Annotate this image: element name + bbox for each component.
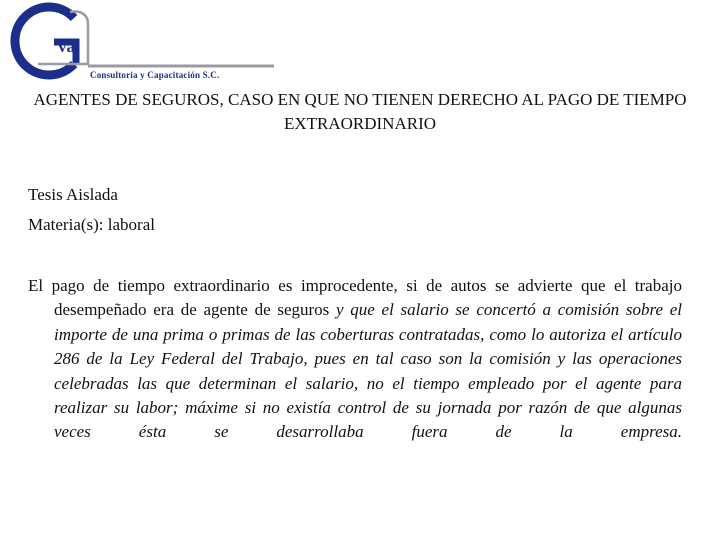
body-text-italic: y que el salario se concertó a comisión sobre el importe de una prima o primas de las coberturas contratadas, como lo autoriza el artículo 286 de la Ley Federal del Trabajo, pues en tal caso son la comisión y las operaciones celebradas las que determinan el salario, no el tiempo empleado por el agente para realizar su labor; máxime si no existía control de su jornada por razón de que algunas veces ésta se desarrollaba fuera de la empresa. bbox=[54, 300, 682, 442]
document-title: AGENTES DE SEGUROS, CASO EN QUE NO TIENEN DERECHO AL PAGO DE TIEMPO EXTRAORDINARIO bbox=[33, 90, 687, 133]
company-logo bbox=[4, 2, 284, 84]
body-paragraph bbox=[28, 274, 682, 445]
materia-label: Materia(s): laboral bbox=[28, 215, 155, 234]
logo-text: va bbox=[58, 37, 75, 56]
body-text-normal: El pago de tiempo extraordinario es improcedente, si de autos se advierte que el trabajo desempeñado era de agente de seguros bbox=[28, 276, 682, 320]
logo-caption: Consultoria y Capacitación S.C. bbox=[90, 70, 220, 80]
tesis-type: Tesis Aislada bbox=[28, 185, 118, 204]
